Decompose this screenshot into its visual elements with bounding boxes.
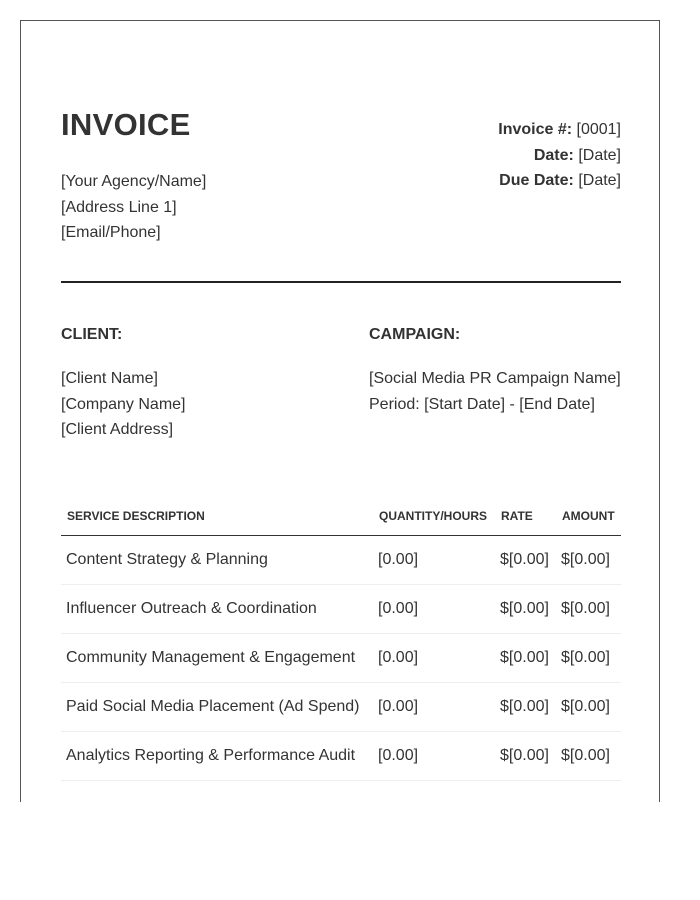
service-quantity: [0.00] (373, 683, 495, 732)
service-rate: $[0.00] (495, 585, 556, 634)
table-row (61, 683, 621, 732)
agency-address: [Address Line 1] (61, 198, 177, 216)
header-amount: AMOUNT (556, 501, 621, 536)
service-rate: $[0.00] (495, 536, 556, 585)
campaign-period: Period: [Start Date] - [End Date] (369, 395, 595, 413)
campaign-info (369, 366, 621, 417)
service-quantity: [0.00] (373, 585, 495, 634)
service-quantity: [0.00] (373, 634, 495, 683)
client-info (61, 366, 186, 443)
service-rate: $[0.00] (495, 732, 556, 781)
table-row (61, 732, 621, 781)
service-amount: $[0.00] (556, 683, 621, 732)
agency-contact: [Email/Phone] (61, 224, 161, 241)
agency-info (61, 169, 206, 246)
invoice-title: INVOICE (61, 107, 191, 142)
service-description: Community Management & Engagement (61, 634, 373, 683)
service-description: Influencer Outreach & Coordination (61, 585, 373, 634)
service-description: Paid Social Media Placement (Ad Spend) (61, 683, 373, 732)
table-row (61, 536, 621, 585)
service-amount: $[0.00] (556, 536, 621, 585)
client-company: [Company Name] (61, 395, 186, 413)
header-quantity-hours: QUANTITY/HOURS (373, 501, 495, 536)
invoice-date-value: [Date] (578, 146, 621, 164)
header-service-description: SERVICE DESCRIPTION (61, 501, 373, 536)
header-divider (61, 281, 621, 283)
client-heading: CLIENT: (61, 326, 123, 343)
invoice-number-row (498, 117, 621, 143)
service-description: Analytics Reporting & Performance Audit (61, 732, 373, 781)
service-quantity: [0.00] (373, 536, 495, 585)
invoice-date-label: Date: (533, 146, 574, 164)
invoice-date-row (498, 143, 621, 169)
service-rate: $[0.00] (495, 634, 556, 683)
header-rate: RATE (495, 501, 556, 536)
service-rate: $[0.00] (495, 683, 556, 732)
invoice-number-label: Invoice #: (498, 121, 573, 138)
service-quantity: [0.00] (373, 732, 495, 781)
agency-name: [Your Agency/Name] (61, 173, 207, 190)
invoice-sheet (20, 20, 660, 802)
service-amount: $[0.00] (556, 634, 621, 683)
client-address: [Client Address] (61, 421, 174, 438)
invoice-number-value: [0001] (576, 121, 621, 138)
due-date-row (498, 168, 621, 194)
invoice-meta (498, 117, 621, 194)
campaign-name: [Social Media PR Campaign Name] (369, 370, 621, 387)
client-name: [Client Name] (61, 370, 158, 387)
table-row (61, 634, 621, 683)
service-description: Content Strategy & Planning (61, 536, 373, 585)
due-date-label: Due Date: (499, 172, 574, 189)
services-table (61, 501, 621, 781)
table-header-row (61, 501, 621, 536)
service-amount: $[0.00] (556, 585, 621, 634)
campaign-heading: CAMPAIGN: (369, 326, 461, 343)
service-amount: $[0.00] (556, 732, 621, 781)
due-date-value: [Date] (578, 172, 621, 189)
table-row (61, 585, 621, 634)
